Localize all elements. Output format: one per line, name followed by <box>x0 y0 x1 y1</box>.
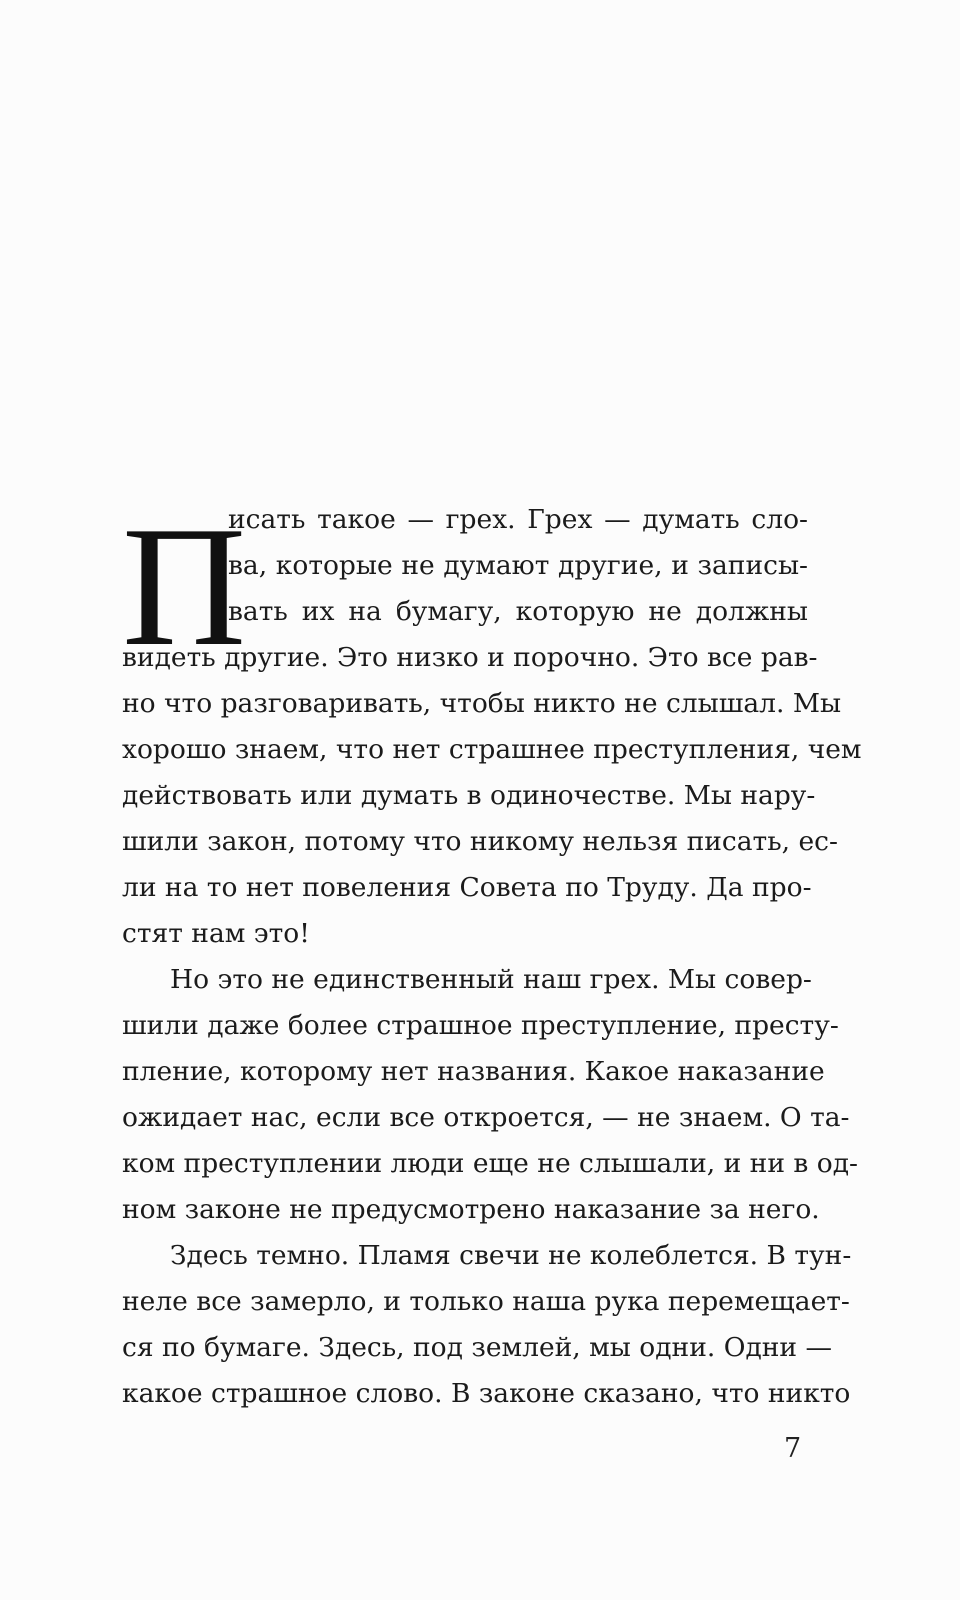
text-line: видеть другие. Это низко и порочно. Это все рав- <box>122 642 818 673</box>
text-line: исать такое — грех. Грех — думать сло- <box>228 504 808 535</box>
text-line: вать их на бумагу, которую не должны <box>228 596 808 627</box>
drop-cap: П <box>122 492 247 682</box>
text-line: неле все замерло, и только наша рука перемещает- <box>122 1286 850 1317</box>
text-line: какое страшное слово. В законе сказано, что никто <box>122 1378 851 1409</box>
text-line: ся по бумаге. Здесь, под землей, мы одни. Одни — <box>122 1332 833 1363</box>
page-number: 7 <box>784 1433 802 1464</box>
text-line: шили закон, потому что никому нельзя писать, ес- <box>122 826 838 857</box>
text-line: стят нам это! <box>122 918 310 949</box>
text-line: ва, которые не думают другие, и записы- <box>228 550 808 581</box>
text-line: шили даже более страшное преступление, престу- <box>122 1010 839 1041</box>
text-line: Но это не единственный наш грех. Мы совер- <box>170 964 812 995</box>
text-line: ном законе не предусмотрено наказание за него. <box>122 1194 820 1225</box>
text-line: ожидает нас, если все откроется, — не знаем. О та- <box>122 1102 850 1133</box>
text-line: но что разговаривать, чтобы никто не слышал. Мы <box>122 688 842 719</box>
text-line: хорошо знаем, что нет страшнее преступления, чем <box>122 734 862 765</box>
text-line: Здесь темно. Пламя свечи не колеблется. В тун- <box>170 1240 852 1271</box>
text-line: действовать или думать в одиночестве. Мы нару- <box>122 780 816 811</box>
text-line: пление, которому нет названия. Какое наказание <box>122 1056 825 1087</box>
text-line: ли на то нет повеления Совета по Труду. Да про- <box>122 872 812 903</box>
text-line: ком преступлении люди еще не слышали, и ни в од- <box>122 1148 858 1179</box>
